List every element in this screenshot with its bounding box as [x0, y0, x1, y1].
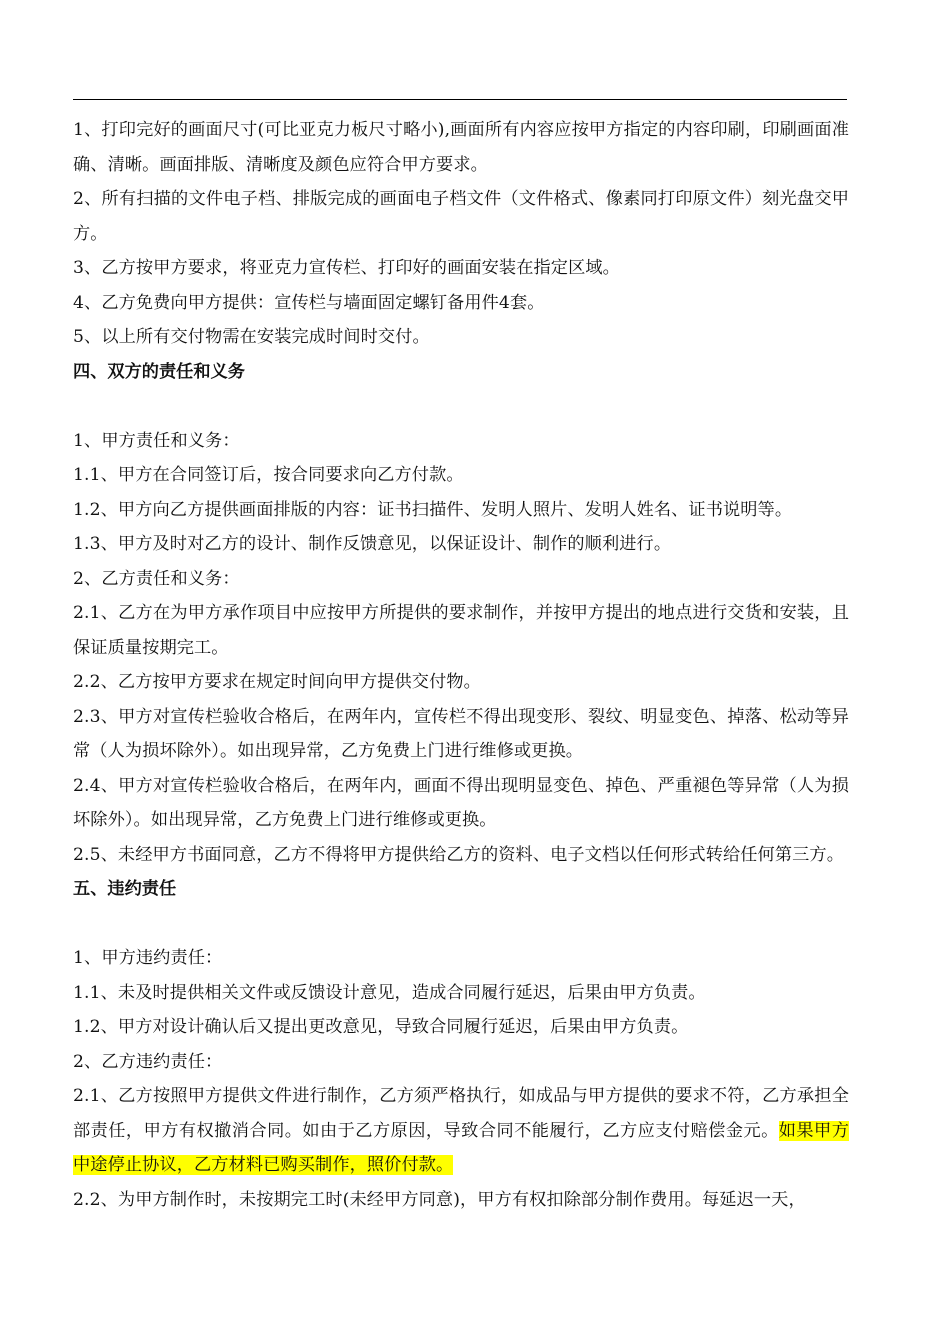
- party-a-breach-1-2: 1.2、甲方对设计确认后又提出更改意见，导致合同履行延迟，后果由甲方负责。: [73, 1017, 689, 1037]
- party-a-breach-heading: 1、甲方违约责任：: [73, 948, 223, 968]
- party-b-duty-2-4: 2.4、甲方对宣传栏验收合格后，在两年内，画面不得出现明显变色、掉色、严重褪色等异常（人为损坏除外）。如出现异常，乙方免费上门进行维修或更换。: [73, 775, 849, 830]
- party-b-duty-2-1: 2.1、乙方在为甲方承作项目中应按甲方所提供的要求制作，并按甲方提出的地点进行交货和安装，且保证质量按期完工。: [73, 603, 849, 658]
- header-rule: [73, 99, 847, 100]
- party-a-breach-1-1: 1.1、未及时提供相关文件或反馈设计意见，造成合同履行延迟，后果由甲方负责。: [73, 982, 706, 1003]
- spacer: [73, 907, 849, 942]
- spacer: [73, 389, 849, 424]
- delivery-item-2: 2、所有扫描的文件电子档、排版完成的画面电子档文件（文件格式、像素同打印原文件）刻光盘交甲方。: [73, 189, 849, 244]
- party-a-duties-heading: 1、甲方责任和义务：: [73, 430, 240, 451]
- party-a-duty-1-1: 1.1、甲方在合同签订后，按合同要求向乙方付款。: [73, 465, 464, 485]
- section-5-heading: 五、违约责任: [73, 879, 177, 899]
- party-b-duty-2-5: 2.5、未经甲方书面同意，乙方不得将甲方提供给乙方的资料、电子文档以任何形式转给任何第三方。: [73, 844, 844, 865]
- delivery-item-5: 5、以上所有交付物需在安装完成时间时交付。: [73, 327, 430, 347]
- document-body: [73, 113, 849, 1217]
- delivery-item-1: 1、打印完好的画面尺寸(可比亚克力板尺寸略小),画面所有内容应按甲方指定的内容印刷，印刷画面准确、清晰。画面排版、清晰度及颜色应符合甲方要求。: [73, 120, 849, 175]
- party-b-breach-heading: 2、乙方违约责任：: [73, 1051, 223, 1072]
- delivery-item-3: 3、乙方按甲方要求，将亚克力宣传栏、打印好的画面安装在指定区域。: [73, 258, 620, 278]
- party-b-breach-2-2: 2.2、为甲方制作时，未按期完工时(未经甲方同意)，甲方有权扣除部分制作费用。每延迟一天，: [73, 1189, 806, 1210]
- delivery-item-4: 4、乙方免费向甲方提供：宣传栏与墙面固定螺钉备用件4套。: [73, 292, 545, 313]
- party-b-duty-2-2: 2.2、乙方按甲方要求在规定时间向甲方提供交付物。: [73, 672, 481, 692]
- section-4-heading: 四、双方的责任和义务: [73, 361, 245, 382]
- party-b-breach-2-1: [73, 1079, 849, 1183]
- highlighted-clause: 如果甲方中途停止协议，乙方材料已购买制作，照价付款。: [73, 1120, 849, 1175]
- party-a-duty-1-3: 1.3、甲方及时对乙方的设计、制作反馈意见，以保证设计、制作的顺利进行。: [73, 534, 672, 554]
- breach-2-1-text: 2.1、乙方按照甲方提供文件进行制作，乙方须严格执行，如成品与甲方提供的要求不符，乙方承担全部责任，甲方有权撤消合同。如由于乙方原因，导致合同不能履行，乙方应支付赔偿金元。: [73, 1086, 849, 1141]
- party-b-duty-2-3: 2.3、甲方对宣传栏验收合格后，在两年内，宣传栏不得出现变形、裂纹、明显变色、掉落、松动等异常（人为损坏除外）。如出现异常，乙方免费上门进行维修或更换。: [73, 706, 849, 761]
- party-a-duty-1-2: 1.2、甲方向乙方提供画面排版的内容：证书扫描件、发明人照片、发明人姓名、证书说明等。: [73, 499, 793, 520]
- party-b-duties-heading: 2、乙方责任和义务：: [73, 568, 240, 589]
